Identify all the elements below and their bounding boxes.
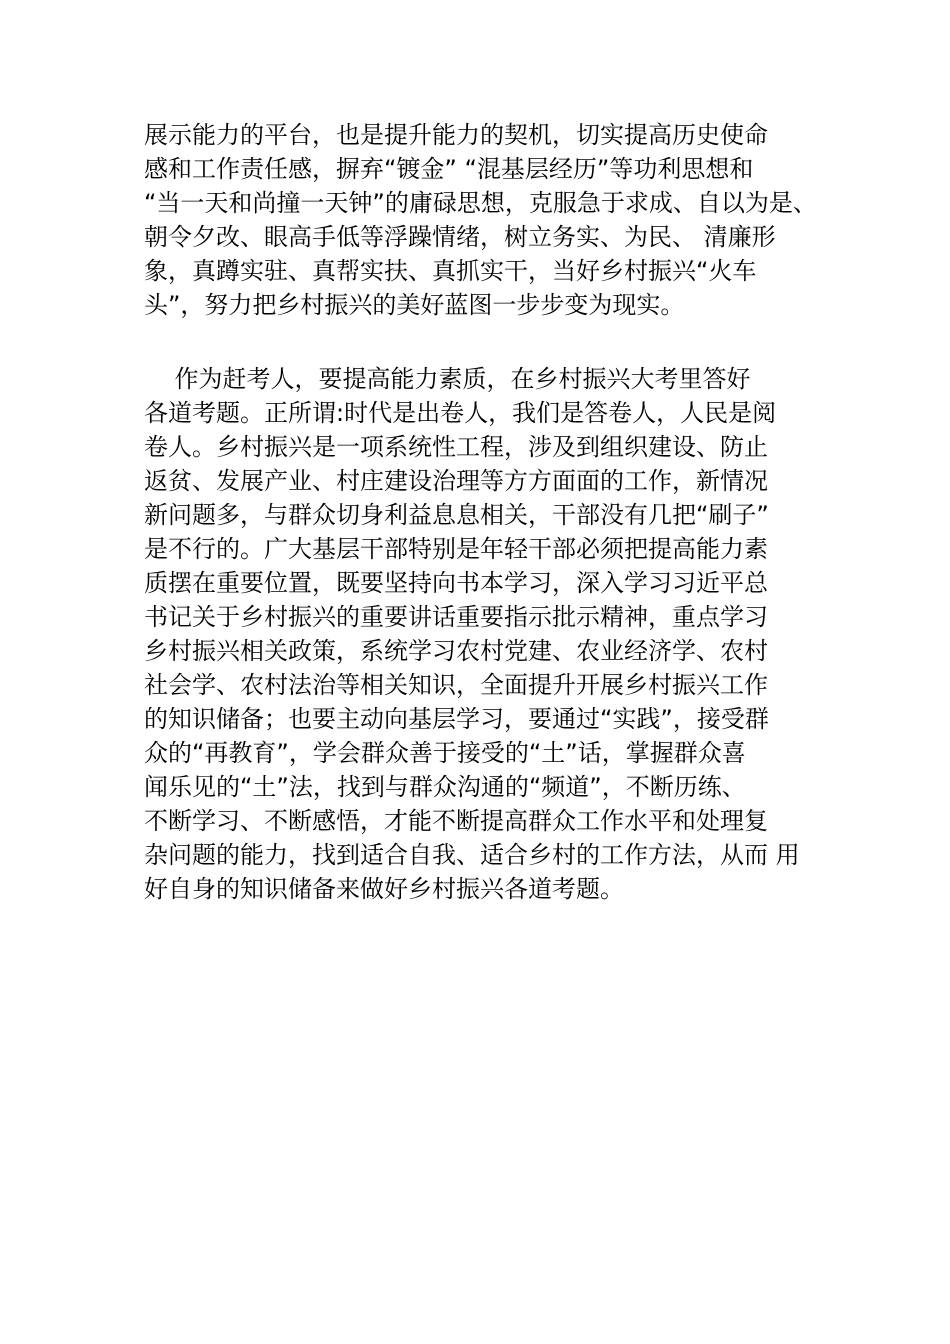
text-line: 卷人。乡村振兴是一项系统性工程，涉及到组织建设、防止 [144, 433, 768, 461]
paragraph-2 [144, 362, 844, 906]
paragraph-gap [144, 322, 844, 362]
text-line: 杂问题的能力，找到适合自我、适合乡村的工作方法，从而 用 [144, 841, 800, 869]
text-line: 各道考题。正所谓:时代是出卷人，我们是答卷人，人民是阅 [144, 399, 777, 427]
text-line: 社会学、农村法治等相关知识，全面提升开展乡村振兴工作 [144, 671, 768, 699]
text-line: 作为赶考人，要提高能力素质，在乡村振兴大考里答好 [144, 365, 751, 393]
text-line: 朝令夕改、眼高手低等浮躁情绪，树立务实、为民、 清廉形 [144, 223, 776, 251]
text-line: 不断学习、不断感悟，才能不断提高群众工作水平和处理复 [144, 807, 768, 835]
text-line: 展示能力的平台，也是提升能力的契机，切实提高历史使命 [144, 121, 768, 149]
text-line: 返贫、发展产业、村庄建设治理等方方面面的工作，新情况 [144, 467, 768, 495]
body-text [144, 118, 844, 906]
text-line: 众的“再教育”，学会群众善于接受的“土”话，掌握群众喜 [144, 739, 746, 767]
text-line: 质摆在重要位置，既要坚持向书本学习，深入学习习近平总 [144, 569, 768, 597]
text-line: 好自身的知识储备来做好乡村振兴各道考题。 [144, 875, 624, 903]
text-line: 头”，努力把乡村振兴的美好蓝图一步步变为现实。 [144, 291, 685, 319]
text-line: 感和工作责任感，摒弃“镀金” “混基层经历”等功利思想和 [144, 155, 754, 183]
text-line: 新问题多，与群众切身利益息息相关，干部没有几把“刷子” [144, 501, 769, 529]
text-line: 是不行的。广大基层干部特别是年轻干部必须把提高能力素 [144, 535, 768, 563]
paragraph-1 [144, 118, 844, 322]
text-line: 闻乐见的“土”法，找到与群众沟通的“频道”，不断历练、 [144, 773, 746, 801]
text-line: 的知识储备；也要主动向基层学习，要通过“实践”，接受群 [144, 705, 769, 733]
text-line: 书记关于乡村振兴的重要讲话重要指示批示精神，重点学习 [144, 603, 768, 631]
text-line: “当一天和尚撞一天钟”的庸碌思想，克服急于求成、自以为是、 [144, 189, 817, 217]
text-line: 象，真蹲实驻、真帮实扶、真抓实干，当好乡村振兴“火车 [144, 257, 757, 285]
text-line: 乡村振兴相关政策，系统学习农村党建、农业经济学、农村 [144, 637, 768, 665]
